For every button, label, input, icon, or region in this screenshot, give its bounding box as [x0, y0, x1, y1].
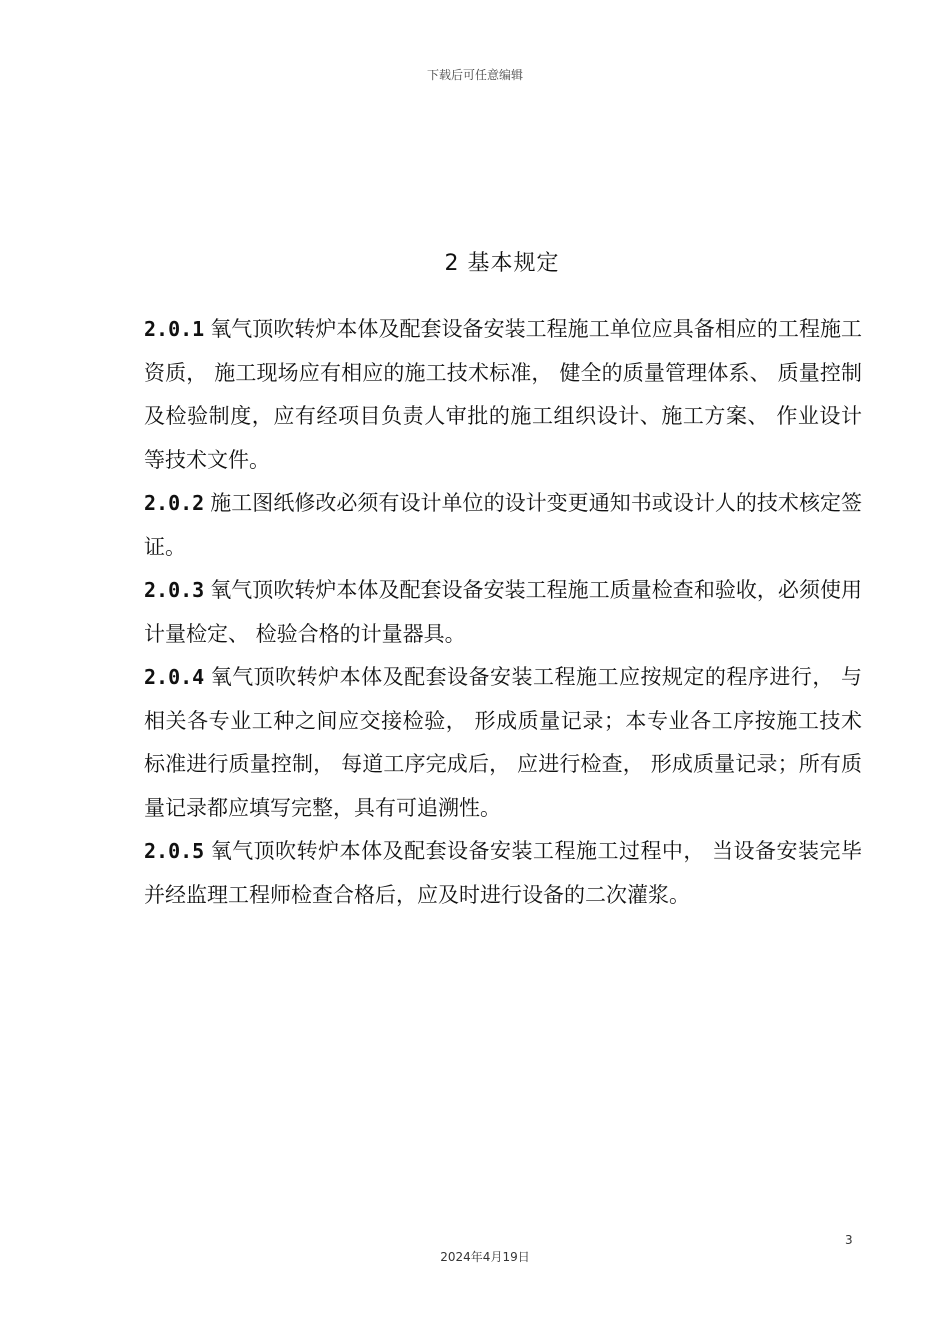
- clause-text: 氧气顶吹转炉本体及配套设备安装工程施工单位应具备相应的工程施工资质， 施工现场应有相应的施工技术标准， 健全的质量管理体系、 质量控制及检验制度，应有经项目负责人审批的施工组织设计、施工方案、 作业设计等技术文件。: [144, 317, 862, 472]
- clause-text: 施工图纸修改必须有设计单位的设计变更通知书或设计人的技术核定签证。: [144, 491, 862, 559]
- page-header: 下载后可任意编辑: [426, 68, 523, 82]
- clause-number: 2.0.1: [144, 317, 205, 341]
- clause-number: 2.0.4: [144, 665, 205, 689]
- clause-number: 2.0.3: [144, 578, 205, 602]
- clause-number: 2.0.2: [144, 491, 205, 515]
- document-body: [144, 308, 862, 917]
- clause-number: 2.0.5: [144, 839, 205, 863]
- clause-2-0-4: [144, 656, 862, 830]
- clause-text: 氧气顶吹转炉本体及配套设备安装工程施工应按规定的程序进行， 与相关各专业工种之间应交接检验， 形成质量记录；本专业各工序按施工技术标准进行质量控制， 每道工序完成后， 应进行检查， 形成质量记录；所有质量记录都应填写完整，具有可追溯性。: [144, 665, 862, 820]
- clause-2-0-5: [144, 830, 862, 917]
- clause-2-0-1: [144, 308, 862, 482]
- page-number: 3: [845, 1233, 853, 1247]
- clause-text: 氧气顶吹转炉本体及配套设备安装工程施工质量检查和验收，必须使用计量检定、 检验合格的计量器具。: [144, 578, 862, 646]
- clause-2-0-3: [144, 569, 862, 656]
- footer-date: 2024年4月19日: [440, 1250, 530, 1264]
- clause-2-0-2: [144, 482, 862, 569]
- section-title: 2 基本规定: [444, 251, 560, 276]
- clause-text: 氧气顶吹转炉本体及配套设备安装工程施工过程中， 当设备安装完毕并经监理工程师检查合格后，应及时进行设备的二次灌浆。: [144, 839, 862, 907]
